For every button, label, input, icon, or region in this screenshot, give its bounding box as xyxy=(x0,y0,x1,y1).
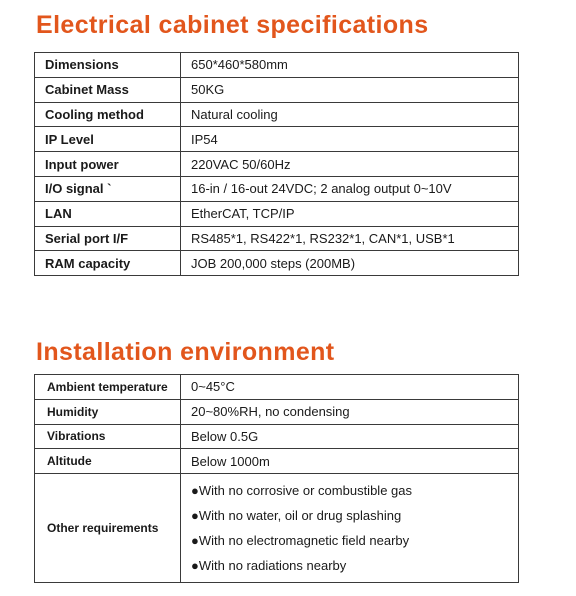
spec-label: Ambient temperature xyxy=(35,375,181,400)
requirement-item: ●With no radiations nearby xyxy=(191,558,347,574)
cabinet-specs-table xyxy=(34,52,519,276)
spec-value: 16-in / 16-out 24VDC; 2 analog output 0~10V xyxy=(181,176,519,201)
spec-label: Altitude xyxy=(35,449,181,474)
spec-label: Vibrations xyxy=(35,424,181,449)
spec-label: Humidity xyxy=(35,399,181,424)
table-row xyxy=(35,375,519,400)
table-row xyxy=(35,53,519,78)
other-requirements-label: Other requirements xyxy=(35,474,181,583)
spec-value: IP54 xyxy=(181,127,519,152)
spec-value: 220VAC 50/60Hz xyxy=(181,152,519,177)
other-requirements-list xyxy=(181,474,519,583)
table-row xyxy=(35,176,519,201)
spec-label: IP Level xyxy=(35,127,181,152)
table-row xyxy=(35,127,519,152)
spec-value: JOB 200,000 steps (200MB) xyxy=(181,251,519,276)
spec-value: Natural cooling xyxy=(181,102,519,127)
spec-label: LAN xyxy=(35,201,181,226)
spec-value: Below 1000m xyxy=(181,449,519,474)
table-row-other-requirements xyxy=(35,474,519,583)
requirement-item: ●With no electromagnetic field nearby xyxy=(191,533,410,549)
spec-value: Below 0.5G xyxy=(181,424,519,449)
spec-label: Cabinet Mass xyxy=(35,77,181,102)
table-row xyxy=(35,152,519,177)
spec-value: 650*460*580mm xyxy=(181,53,519,78)
spec-value: 20~80%RH, no condensing xyxy=(181,399,519,424)
spec-label: Input power xyxy=(35,152,181,177)
section-title-installation-environment: Installation environment xyxy=(36,338,335,366)
table-row xyxy=(35,449,519,474)
requirement-item: ●With no water, oil or drug splashing xyxy=(191,508,402,524)
spec-label: I/O signal ` xyxy=(35,176,181,201)
spec-value: RS485*1, RS422*1, RS232*1, CAN*1, USB*1 xyxy=(181,226,519,251)
table-row xyxy=(35,201,519,226)
spec-label: Serial port I/F xyxy=(35,226,181,251)
table-row xyxy=(35,102,519,127)
table-row xyxy=(35,251,519,276)
section-title-cabinet-specs: Electrical cabinet specifications xyxy=(36,11,429,39)
table-row xyxy=(35,226,519,251)
spec-label: Dimensions xyxy=(35,53,181,78)
spec-label: Cooling method xyxy=(35,102,181,127)
installation-environment-table xyxy=(34,374,519,583)
spec-value: 0~45°C xyxy=(181,375,519,400)
spec-value: EtherCAT, TCP/IP xyxy=(181,201,519,226)
table-row xyxy=(35,77,519,102)
table-row xyxy=(35,424,519,449)
spec-label: RAM capacity xyxy=(35,251,181,276)
spec-value: 50KG xyxy=(181,77,519,102)
table-row xyxy=(35,399,519,424)
requirement-item: ●With no corrosive or combustible gas xyxy=(191,483,412,499)
